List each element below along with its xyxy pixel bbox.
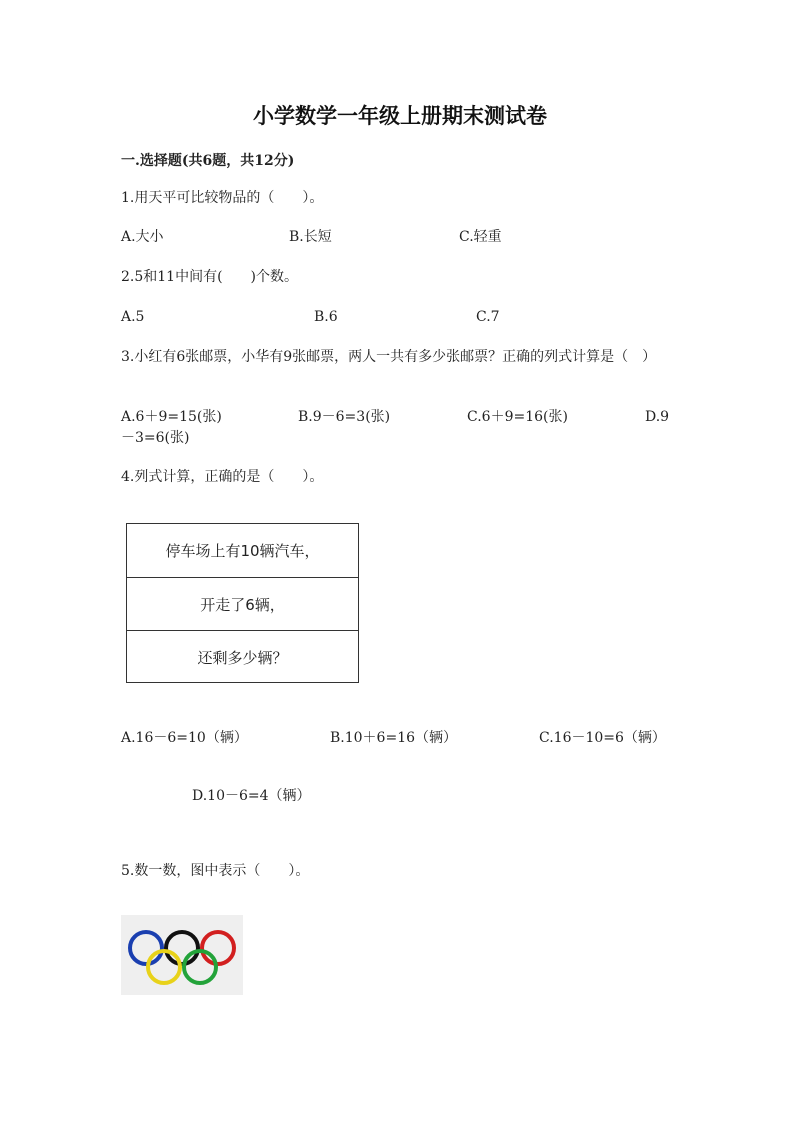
olympic-rings-image: [121, 915, 243, 995]
q3-option-c[interactable]: C.6＋9=16(张): [467, 409, 568, 425]
table-row-2: 开走了6辆，: [127, 577, 358, 630]
question-2: 2.5和11中间有( )个数。: [121, 269, 299, 285]
q1-option-c[interactable]: C.轻重: [459, 229, 502, 245]
q2-option-c[interactable]: C.7: [476, 309, 500, 325]
table-row-1: 停车场上有10辆汽车，: [165, 542, 320, 560]
page-title: 小学数学一年级上册期末测试卷: [253, 103, 547, 128]
question-5: 5.数一数，图中表示（ ）。: [121, 863, 310, 879]
table-row-3: 还剩多少辆？: [127, 630, 358, 683]
q3-option-d[interactable]: D.9: [645, 409, 670, 425]
q3-option-a[interactable]: A.6＋9=15(张): [121, 409, 222, 425]
section-heading: 一.选择题(共6题，共12分): [121, 153, 295, 169]
rings-svg: [121, 915, 243, 995]
question-1: 1.用天平可比较物品的（ ）。: [121, 190, 324, 206]
q4-option-b[interactable]: B.10＋6=16（辆）: [330, 730, 458, 746]
blue-ring: [130, 932, 162, 964]
yellow-ring: [148, 951, 180, 983]
q4-option-c[interactable]: C.16－10=6（辆）: [539, 730, 666, 746]
q4-option-d[interactable]: D.10－6=4（辆）: [192, 788, 311, 804]
q1-option-a[interactable]: A.大小: [121, 229, 164, 245]
q3-option-d-continued: －3=6(张): [121, 430, 190, 446]
q4-option-a[interactable]: A.16－6=10（辆）: [121, 730, 248, 746]
q1-option-b[interactable]: B.长短: [289, 229, 332, 245]
q2-option-b[interactable]: B.6: [314, 309, 338, 325]
question-4: 4.列式计算，正确的是（ ）。: [121, 469, 324, 485]
black-ring: [166, 932, 198, 964]
q3-option-b[interactable]: B.9－6=3(张): [298, 409, 391, 425]
q2-option-a[interactable]: A.5: [121, 309, 145, 325]
question-3: 3.小红有6张邮票，小华有9张邮票，两人一共有多少张邮票？正确的列式计算是（ ）: [121, 349, 657, 365]
green-ring: [184, 951, 216, 983]
red-ring: [202, 932, 234, 964]
word-problem-table: [126, 523, 359, 683]
